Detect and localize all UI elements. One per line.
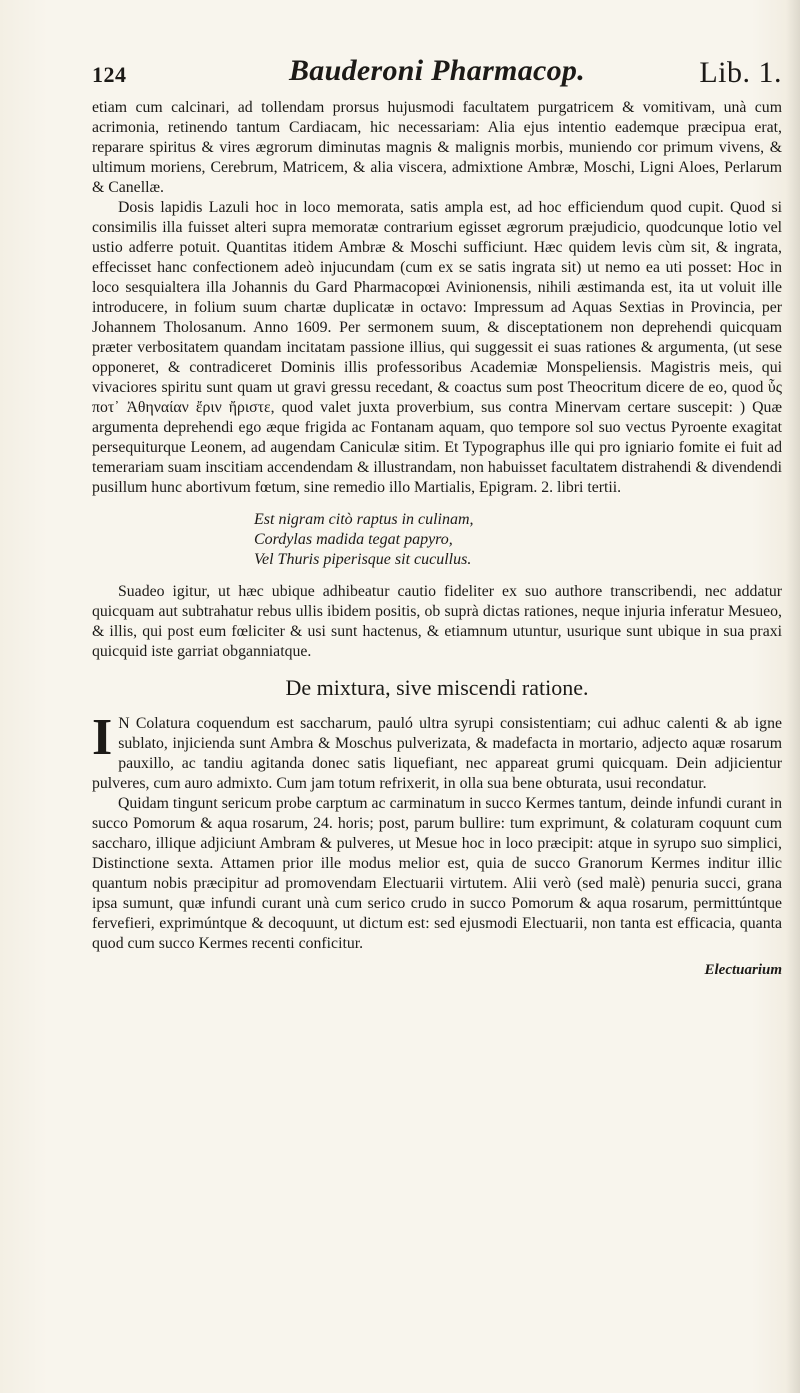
paragraph-5: Quidam tingunt sericum probe carptum ac carminatum in succo Kermes tantum, deinde infundi curant in succo Pomorum & aqua rosarum, 24. horis; post, parum bullire: tum exprimunt, & colaturam coquunt cum saccharo, illique adjiciunt Ambram & pulveres, ut Mesue hoc in loco præcipit: atque in syrupo suo simplici, Distinctione sexta. Attamen prior ille modus melior est, quia de succo Granorum Kermes inditur illic quantum nobis præcipitur ad promovendam Electuarii virtutem. Alii verò (sed malè) penuria succi, grana ipsa sumunt, quæ infundi curant unà cum serico crudo in succo Pomorum & aqua rosarum, permittúntque fervefieri, exprimúntque & decoquunt, ut dictum est: sed ejusmodi Electuarii, non tanta est efficacia, quanta quod cum succo Kermes recenti conficitur.: [92, 795, 782, 952]
poem-line-3: Vel Thuris piperisque sit cucullus.: [254, 551, 472, 568]
poem-quotation: [254, 510, 782, 570]
page-body: [92, 98, 782, 980]
section-heading: De mixtura, sive miscendi ratione.: [285, 675, 589, 700]
paragraph-4-text: N Colatura coquendum est saccharum, pauló ultra syrupi consistentiam; cui adhuc calenti & ab igne sublato, injicienda sunt Ambra & Moschus pulverizata, & madefacta in mortario, adjecto aquæ rosarum pauxillo, ac tandiu agitanda donec satis liquefiant, nec appareat grumi quicquam. Dein adjicientur pulveres, cum auro admixto. Cum jam totum refrixerit, in olla sua bene obturata, usui recondatur.: [92, 715, 782, 792]
drop-cap-letter: I: [92, 709, 113, 766]
page-number: 124: [92, 62, 127, 87]
book-reference: Lib. 1.: [699, 56, 782, 89]
poem-line-1: Est nigram citò raptus in culinam,: [254, 511, 474, 528]
page-header: [92, 52, 782, 96]
poem-line-2: Cordylas madida tegat papyro,: [254, 531, 453, 548]
page-edge-shadow: [786, 0, 800, 1393]
paragraph-1: etiam cum calcinari, ad tollendam prorsus hujusmodi facultatem purgatricem & vomitivam, unà cum acrimonia, retinendo tantum Cardiacam, hic necessariam: Alia ejus intentio eademque præcipua erat, reparare spiritus & vires ægrorum diminutas magnis & malignis morbis, muniendo cor primum vivens, & ultimum moriens, Cerebrum, Matricem, & alia viscera, admixtione Ambræ, Moschi, Ligni Aloes, Perlarum & Canellæ.: [92, 99, 782, 196]
paragraph-2: Dosis lapidis Lazuli hoc in loco memorata, satis ampla est, ad hoc efficiendum quod cupit. Quod si consimilis illa fuisset alteri supra memoratæ contrarium egisset ægrorum præjudicio, quodcunque lotio vel ustio adferre potuit. Quantitas itidem Ambræ & Moschi sufficiunt. Hæc quidem levis cùm sit, & ingrata, effecisset hanc confectionem adeò injucundam (cum ex se satis ingrata sit) ut nemo ea uti posset: Hoc in loco sesquialtera illa Johannis du Gard Pharmacopœi Avinionensis, nihili æstimanda est, ita ut voluit ille introducere, in folium suum chartæ duplicatæ in octavo: Impressum ad Aquas Sextias in Provincia, per Johannem Tholosanum. Anno 1609. Per sermonem suum, & disceptationem non deprehendi quicquam præter verbositatem quandam incitatam passione illius, qui suggessit ei suas rationes & argumenta, (ut sese opponeret, & contradiceret Dominis illis professoribus Academiæ Monspeliensis. Magistris meis, qui vivaciores spiritu sunt quam ut gravi gressu recedant, & coactus sum post Theocritum dicere de eo, quod ὗς ποτ᾽ Ἀθηναίαν ἔριν ἤριστε, quod valet juxta proverbium, sus contra Minervam certare suscepit: ) Quæ argumenta deprehendi ego æque frigida ac Fontanam aquam, quo tempore sol suo vectus Pyroente exagitat persequiturque Leonem, ad augendam Caniculæ sitim. Et Typographus ille qui pro igniario fomite ei fuit ad temerariam suam inscitiam accendendam & illustrandam, non habuisset facultatem distrahendi & divendendi pusillum hunc abortivum fœtum, sine remedio illo Martialis, Epigram. 2. libri tertii.: [92, 199, 782, 496]
paragraph-4: [92, 709, 782, 794]
catchword: Electuarium: [704, 962, 782, 978]
running-title: Bauderoni Pharmacop.: [288, 54, 586, 87]
paragraph-3: Suadeo igitur, ut hæc ubique adhibeatur cautio fideliter ex suo authore transcribendi, nec addatur quicquam aut subtrahatur rebus ullis ibidem positis, ob suprà dictas rationes, neque injuria inferatur Mesueo, & illis, qui post eum fœliciter & usi sunt hactenus, & etiamnum utuntur, usurique sunt ubique in sua praxi quicquid iste garriat obganniatque.: [92, 583, 782, 660]
